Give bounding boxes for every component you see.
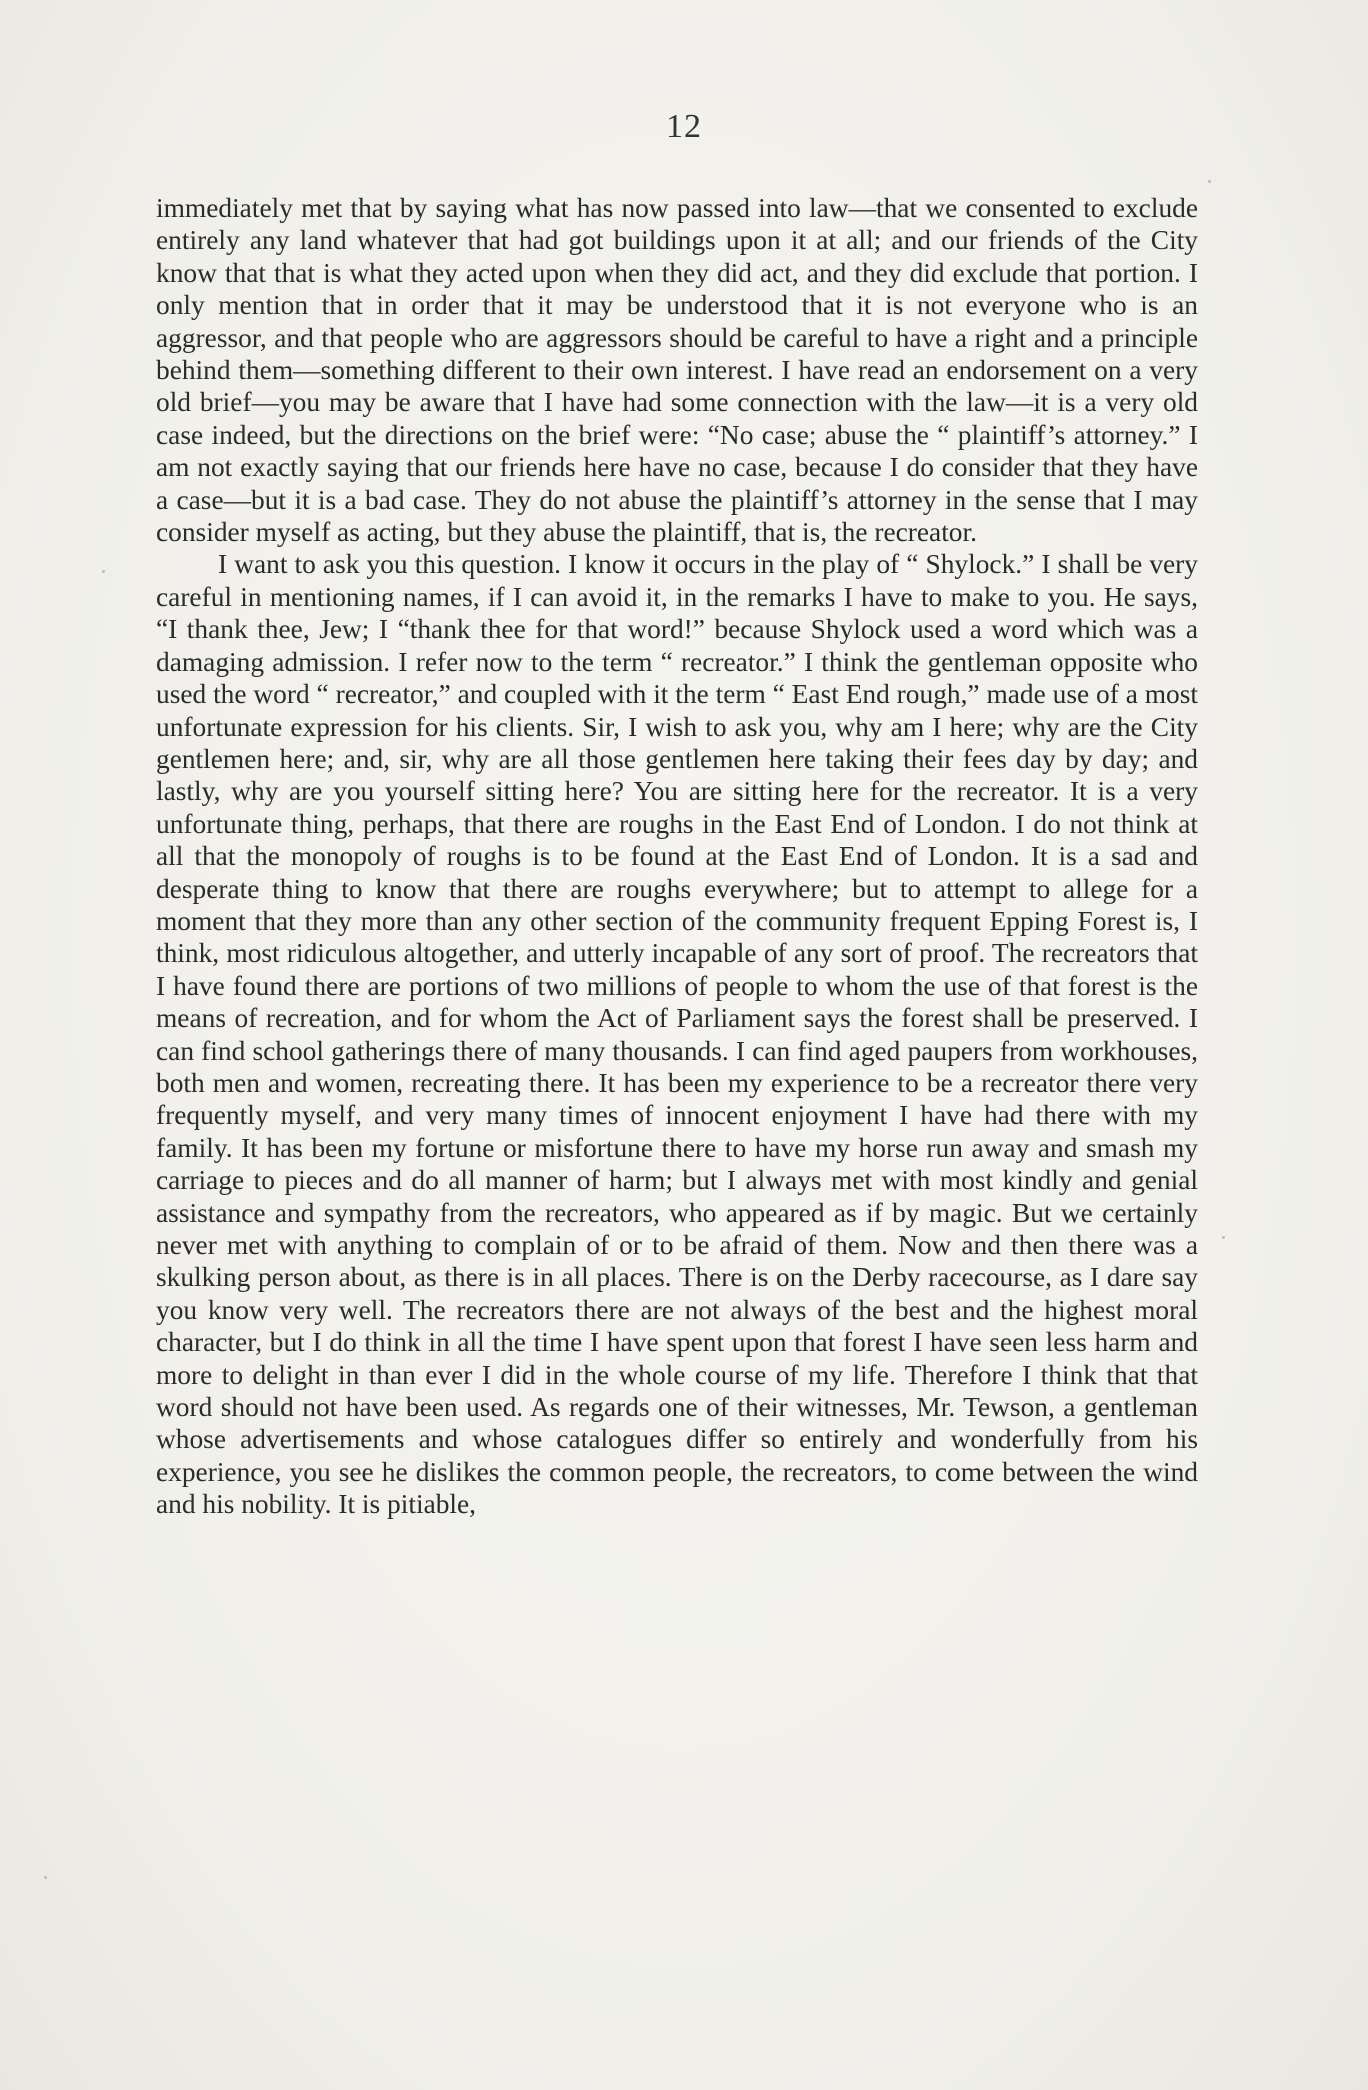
paper-speck (1208, 180, 1211, 183)
page-number: 12 (666, 108, 702, 145)
paper-speck (102, 570, 105, 573)
paper-speck (44, 1876, 47, 1879)
paragraph-shylock: I want to ask you this question. I know it occurs in the play of “ Shylock.” I shall be very careful in mentioning names, if I can avoid it, in the remarks I have to make to you. He says, “I thank thee, Jew; I “thank thee for that word!” because Shylock used a word which was a damaging admission. I refer now to the term “ recreator.” I think the gentleman opposite who used the word “ recreator,” and coupled with it the term “ East End rough,” made use of a most unfortunate expression for his clients. Sir, I wish to ask you, why am I here; why are the City gentlemen here; and, sir, why are all those gentlemen here taking their fees day by day; and lastly, why are you yourself sitting here? You are sitting here for the recreator. It is a very unfortunate thing, perhaps, that there are roughs in the East End of London. I do not think at all that the monopoly of roughs is to be found at the East End of London. It is a sad and desperate thing to know that there are roughs everywhere; but to attempt to allege for a moment that they more than any other section of the community frequent Epping Forest is, I think, most ridiculous altogether, and utterly incapable of any sort of proof. The recreators that I have found there are portions of two millions of people to whom the use of that forest is the means of recreation, and for whom the Act of Parliament says the forest shall be preserved. I can find school gatherings there of many thousands. I can find aged paupers from workhouses, both men and women, recreating there. It has been my experience to be a recreator there very frequently myself, and very many times of innocent enjoyment I have had there with my family. It has been my fortune or misfortune there to have my horse run away and smash my carriage to pieces and do all manner of harm; but I always met with most kindly and genial assistance and sympathy from the recreators, who appeared as if by magic. But we certainly never met with anything to complain of or to be afraid of them. Now and then there was a skulking person about, as there is in all places. There is on the Derby racecourse, as I dare say you know very well. The recreators there are not always of the best and the highest moral character, but I do think in all the time I have spent upon that forest I have seen less harm and more to delight in than ever I did in the whole course of my life. Therefore I think that that word should not have been used. As regards one of their witnesses, Mr. Tewson, a gentleman whose advertisements and whose catalogues differ so entirely and wonderfully from his experience, you see he dislikes the common people, the recreators, to come between the wind and his nobility. It is pitiable, (156, 549, 1198, 1520)
body-text (156, 192, 1198, 1521)
paragraph-continuation: immediately met that by saying what has now passed into law—that we consented to exclude entirely any land whatever that had got buildings upon it at all; and our friends of the City know that that is what they acted upon when they did act, and they did exclude that portion. I only mention that in order that it may be understood that it is not everyone who is an aggressor, and that people who are aggressors should be careful to have a right and a principle behind them—something different to their own interest. I have read an endorsement on a very old brief—you may be aware that I have had some connection with the law—it is a very old case indeed, but the directions on the brief were: “No case; abuse the “ plaintiff’s attorney.” I am not exactly saying that our friends here have no case, because I do consider that they have a case—but it is a bad case. They do not abuse the plaintiff’s attorney in the sense that I may consider myself as acting, but they abuse the plaintiff, that is, the recreator. (156, 193, 1198, 548)
paper-speck (1222, 1236, 1225, 1239)
